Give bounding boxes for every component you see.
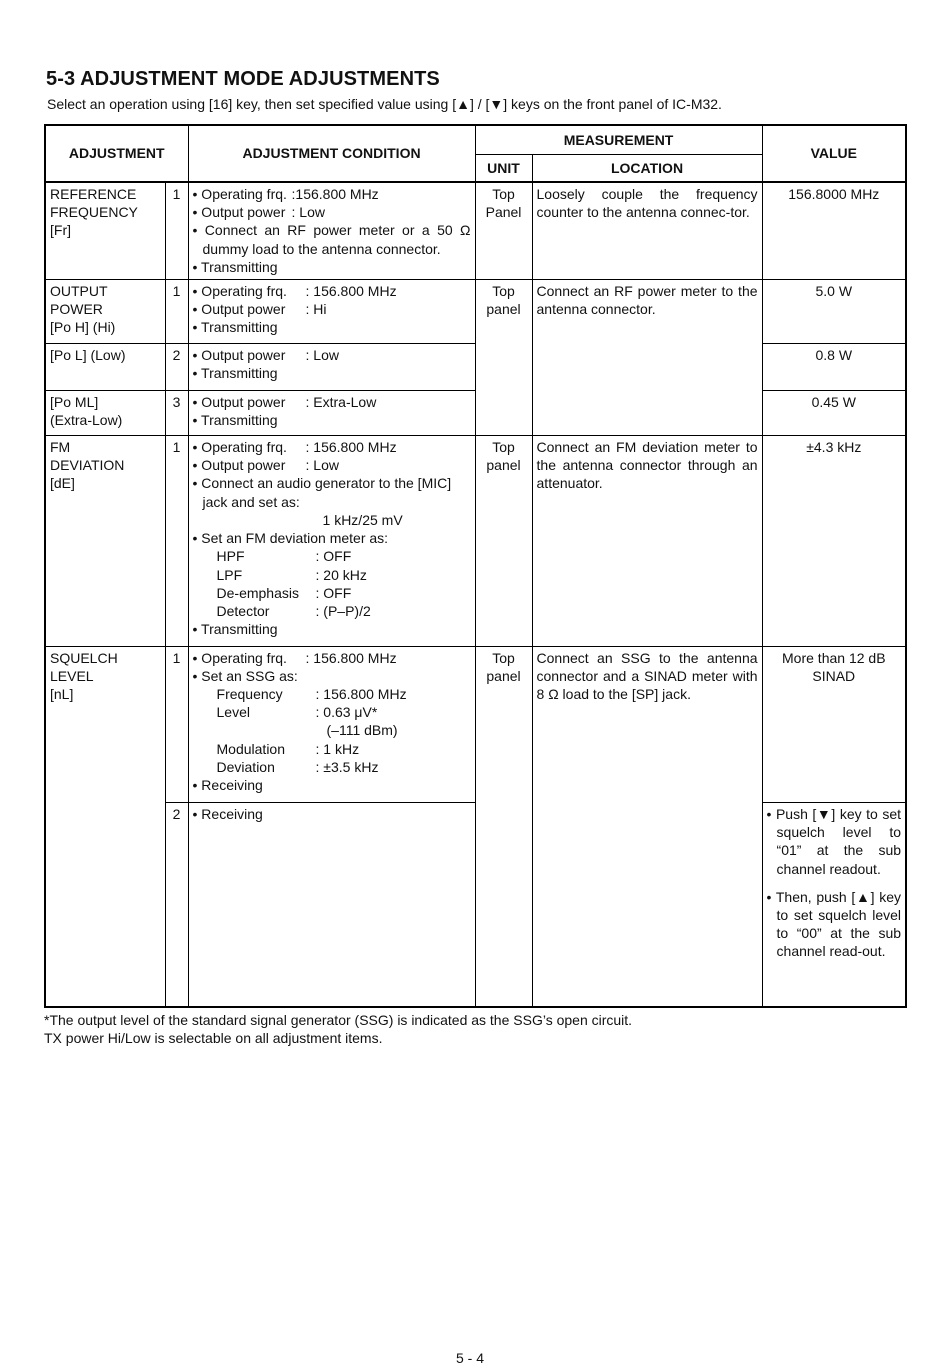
adjustment-name: [45, 182, 165, 279]
table-row-fm-deviation: [45, 436, 906, 647]
measurement-location: Loosely couple the frequency counter to the antenna connec-tor.: [532, 182, 762, 279]
header-measurement: MEASUREMENT: [475, 125, 762, 154]
condition-line: (–111 dBm): [326, 722, 398, 739]
condition-line: [193, 566, 471, 584]
footnote-ssg: *The output level of the standard signal generator (SSG) is indicated as the SSG’s open circuit.: [44, 1012, 633, 1028]
condition-line: • Receiving: [192, 805, 263, 822]
condition-line: [193, 300, 471, 318]
condition-value: : ±3.5 kHz: [315, 758, 379, 775]
adjustment-name: [45, 343, 165, 390]
condition-line: [193, 547, 471, 565]
measurement-unit: [475, 279, 532, 435]
condition-value: : 156.800 MHz: [315, 685, 407, 702]
condition-line: [193, 649, 471, 667]
condition-line: • Transmitting: [192, 412, 278, 429]
condition-line: 1 kHz/25 mV: [322, 511, 403, 528]
condition-value: : 20 kHz: [315, 566, 367, 583]
unit-line: Top: [492, 649, 515, 666]
unit-line: Top: [492, 186, 515, 202]
target-value: 5.0 W: [762, 279, 906, 343]
condition-value: : OFF: [315, 548, 352, 565]
condition-value: : OFF: [315, 584, 352, 601]
adjustment-condition: [188, 279, 475, 343]
condition-value: : Extra-Low: [305, 393, 377, 410]
condition-label: • Operating frq.: [192, 282, 287, 299]
condition-label: • Operating frq.: [192, 186, 287, 202]
condition-line: [193, 393, 471, 411]
name-line: FREQUENCY: [50, 204, 138, 221]
step-number: 1: [165, 436, 188, 647]
adjustment-condition: [188, 390, 475, 435]
condition-line: • Transmitting: [192, 365, 278, 382]
step-number: 1: [165, 646, 188, 802]
condition-value: : 156.800 MHz: [305, 649, 397, 666]
condition-line: [193, 282, 471, 300]
unit-line: panel: [486, 667, 521, 684]
unit-line: Panel: [485, 204, 522, 221]
measurement-location: Connect an SSG to the antenna connector and a SINAD meter with 8 Ω load to the [SP] jack.: [532, 646, 762, 1007]
target-value: 0.45 W: [762, 390, 906, 435]
value-line: More than 12 dB: [782, 649, 886, 666]
condition-line: • Transmitting: [192, 621, 278, 638]
adjustment-name: [45, 390, 165, 435]
step-number: 1: [165, 182, 188, 279]
measurement-unit: [475, 646, 532, 1007]
step-number: 2: [165, 802, 188, 1007]
target-value: ±4.3 kHz: [762, 436, 906, 647]
condition-label: • Output power: [192, 204, 286, 221]
header-condition: ADJUSTMENT CONDITION: [188, 125, 475, 182]
unit-line: panel: [486, 457, 521, 474]
step-number: 2: [165, 343, 188, 390]
condition-label: • Operating frq.: [192, 439, 287, 456]
condition-label: • Output power: [192, 346, 286, 363]
name-line: OUTPUT: [50, 282, 108, 299]
condition-label: • Operating frq.: [192, 649, 287, 666]
measurement-unit: [475, 182, 532, 279]
condition-value: : 0.63 μV*: [315, 704, 378, 721]
value-instruction: • Push [▼] key to set squelch level to “01” at the sub channel readout.: [766, 805, 902, 877]
name-line: POWER: [50, 300, 103, 317]
condition-label: Level: [216, 704, 250, 721]
adjustment-name: [45, 279, 165, 343]
adjustment-condition: [188, 343, 475, 390]
unit-line: panel: [486, 300, 521, 317]
condition-value: : Low: [305, 457, 339, 474]
measurement-unit: [475, 436, 532, 647]
condition-value: : 156.800 MHz: [305, 282, 397, 299]
condition-value: : (P–P)/2: [315, 602, 371, 619]
unit-line: Top: [492, 439, 515, 456]
condition-line: [193, 703, 471, 721]
name-line: [dE]: [50, 475, 75, 492]
header-adjustment: ADJUSTMENT: [45, 125, 188, 182]
condition-label: HPF: [216, 548, 245, 565]
condition-label: LPF: [216, 566, 243, 583]
condition-line: [193, 740, 471, 758]
condition-value: : Low: [305, 346, 339, 363]
name-line: [Po L] (Low): [50, 346, 126, 363]
table-row-squelch-level: [45, 646, 906, 802]
condition-label: Detector: [216, 602, 270, 619]
measurement-location: Connect an RF power meter to the antenna connector.: [532, 279, 762, 435]
condition-label: De-emphasis: [216, 584, 299, 601]
value-instruction: • Then, push [▲] key to set squelch level to “00” at the sub channel read-out.: [766, 888, 902, 960]
condition-line: • Receiving: [192, 777, 263, 793]
measurement-location: Connect an FM deviation meter to the antenna connector through an attenuator.: [532, 436, 762, 647]
name-line: FM: [50, 439, 71, 456]
condition-line: • Transmitting: [192, 258, 278, 275]
condition-line: [193, 203, 471, 221]
adjustment-name: [45, 646, 165, 1007]
condition-line: • Set an FM deviation meter as:: [192, 530, 389, 547]
condition-line: • Connect an RF power meter or a 50 Ω dummy load to the antenna connector.: [192, 222, 471, 257]
name-line: [Po ML]: [50, 393, 99, 410]
condition-label: • Output power: [192, 457, 286, 474]
adjustment-table: [44, 124, 907, 1008]
condition-value: : 156.800 MHz: [305, 439, 397, 456]
condition-line: [193, 758, 471, 776]
adjustment-condition: [188, 182, 475, 279]
condition-line: [193, 584, 471, 602]
condition-line: • Connect an audio generator to the [MIC] jack and set as:: [192, 475, 452, 510]
name-line: REFERENCE: [50, 186, 137, 202]
name-line: DEVIATION: [50, 457, 125, 474]
condition-line: [193, 438, 471, 456]
section-title: 5-3 ADJUSTMENT MODE ADJUSTMENTS: [46, 68, 440, 90]
adjustment-name: [45, 436, 165, 647]
step-number: 1: [165, 279, 188, 343]
page-number: 5 - 4: [456, 1350, 485, 1366]
name-line: SQUELCH: [50, 649, 118, 666]
name-line: (Extra-Low): [50, 412, 123, 429]
target-value: 0.8 W: [762, 343, 906, 390]
footnote-tx-power: TX power Hi/Low is selectable on all adjustment items.: [44, 1030, 383, 1046]
condition-line: [193, 185, 471, 203]
condition-label: Modulation: [216, 740, 286, 757]
target-value: [762, 646, 906, 802]
name-line: [Po H] (Hi): [50, 319, 116, 336]
condition-line: [193, 602, 471, 620]
condition-label: Deviation: [216, 758, 275, 775]
name-line: [Fr]: [50, 222, 71, 239]
table-row-reference-frequency: [45, 182, 906, 279]
condition-label: • Output power: [192, 300, 286, 317]
adjustment-condition: [188, 802, 475, 1007]
condition-value: :156.800 MHz: [291, 186, 379, 202]
target-value: 156.8000 MHz: [762, 182, 906, 279]
condition-value: : Hi: [305, 300, 327, 317]
condition-label: Frequency: [216, 685, 283, 702]
name-line: LEVEL: [50, 667, 94, 684]
condition-value: : 1 kHz: [315, 740, 360, 757]
table-row-output-power-hi: [45, 279, 906, 343]
header-value: VALUE: [762, 125, 906, 182]
section-subtitle: Select an operation using [16] key, then set specified value using [▲] / [▼] keys on the front panel of IC-M32.: [47, 96, 722, 112]
header-unit: UNIT: [475, 154, 532, 182]
condition-line: [193, 685, 471, 703]
adjustment-condition: [188, 646, 475, 802]
condition-line: [193, 346, 471, 364]
target-value: [762, 802, 906, 1007]
condition-line: • Set an SSG as:: [192, 667, 298, 684]
condition-value: : Low: [291, 204, 325, 221]
step-number: 3: [165, 390, 188, 435]
value-line: SINAD: [812, 667, 856, 684]
unit-line: Top: [492, 282, 515, 299]
name-line: [nL]: [50, 685, 74, 702]
header-location: LOCATION: [532, 154, 762, 182]
adjustment-condition: [188, 436, 475, 647]
condition-label: • Output power: [192, 393, 286, 410]
condition-line: • Transmitting: [192, 319, 278, 336]
condition-line: [193, 456, 471, 474]
